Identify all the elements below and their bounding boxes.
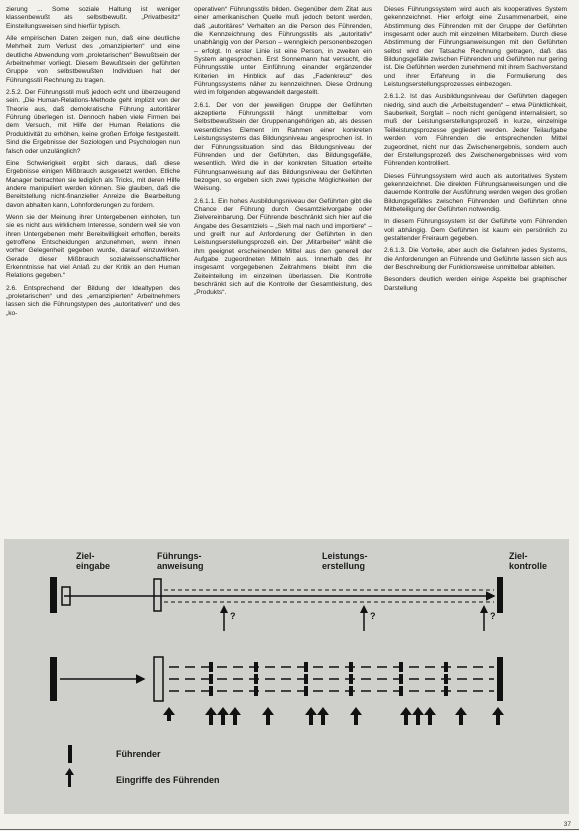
bottom-rule	[0, 829, 579, 830]
question-mark-2: ?	[370, 611, 376, 621]
text-column-2	[194, 6, 372, 302]
page-number: 37	[563, 821, 571, 828]
paragraph: In diesem Führungssystem ist der Geführte vom Führenden voll abhängig. Dem Geführten ist kaum ein persönlich zu gestaltender Freiraum gegeben.	[384, 218, 567, 242]
cooperative-flow	[50, 577, 503, 631]
paragraph: Dieses Führungssystem wird auch als autoritatives System gekennzeichnet. Die direkten Führungsanweisungen und die dauernde Kontrolle der Ausführung werden wegen des großen Bildungsgefälles zwischen Führenden und Geführten ohne Mitbeteiligung der Geführten notwendig.	[384, 172, 567, 213]
paragraph: Wenn sie der Meinung ihrer Untergebenen einholen, tun sie es nicht aus wirklichem Interesse, sondern weil sie von ihren Untergebenen mehr Bereitwilligkeit erhoffen, bereits getroffene Entscheidungen anzunehmen, wenn ihnen vorher Gelegenheit gegeben wurde, darauf einzuwirken. Gerade dieser Mißbrauch sozialwissenschaftlicher Erkenntnisse hat viel Anlaß zu der Kritik an den Human Relations gegeben.“	[6, 213, 180, 280]
paragraph: 2.6.1. Der von der jeweiligen Gruppe der Geführten akzeptierte Führungsstil hängt unmittelbar vom Selbstbewußtsein der Gruppenangehörigen ab, als dessen wesentliches Element im Rahmen einer konkreten Leistungssystems das Bildungsniveau angesprochen ist. In der Führungssituation sind das Bildungsniveau der Führenden und der Geführten, das Bildungsgefälle, wesentlich. Wird die in der konkreten Situation erteilte Führungsanweisung auf das Bildungsniveau der Geführten bezogen, so ergeben sich zwei typische Möglichkeiten der Weisung.	[194, 101, 372, 193]
legend	[65, 745, 74, 787]
paragraph: Alle empirischen Daten zeigen nun, daß eine deutliche Mehrheit zum Verlust des „omanzipierten“ und eine deutliche Abwendung vom „proletarischen“ Bewußtsein der Arbeitnehmer vorliegt. Diesem Bewußtsein der geführten Gruppe von selbstbewußten Individuen hat der Führungsstil Rechnung zu tragen.	[6, 35, 180, 84]
paragraph: Besonders deutlich werden einige Aspekte bei graphischer Darstellung	[384, 276, 567, 292]
paragraph: Eine Schwierigkeit ergibt sich daraus, daß diese Ergebnisse einigen Mißbrauch ausgesetzt werden. Etliche Manager betrachten sie lediglich als Tricks, mit deren Hilfe andere manipuliert werden können. Sie glauben, daß die Bereitstellung nicht-finanzieller Anreize die Bearbeitung davon abhalten kann, Lohnforderungen zu fordern.	[6, 159, 180, 209]
text-column-3	[384, 6, 567, 297]
legend-eingriffe: Eingriffe des Führenden	[116, 775, 220, 785]
question-mark-1: ?	[230, 611, 236, 621]
legend-fuehrender: Führender	[116, 749, 161, 759]
label-ziel-eingabe: Ziel- eingabe	[76, 551, 111, 571]
paragraph: 2.6.1.2. Ist das Ausbildungsniveau der Geführten dagegen niedrig, sind auch die „Arbeitstugenden“ – etwa Pünktlichkeit, Sauberkeit, Sorgfalt – noch nicht genügend internalisiert, so muß der Leistungserstellungsprozeß in kurze, einzelnige Teilleistungsprozesse gegliedert werden. Jeder Teilaufgabe werden vom Führenden die entsprechenden Mittel zugeordnet, nicht nur das Zwischenergebnis, sondern auch der Erstellungsprozeß des Zwischenergebnisses wird vom Führenden kontrolliert.	[384, 93, 567, 168]
authoritative-flow	[50, 657, 504, 725]
paragraph: 2.5.2. Der Führungsstil muß jedoch echt und überzeugend sein. „Die Human-Relations-Methode geht implizit von der Theorie aus, daß demokratische Führung autoritärer Führung überlegen ist. Dennoch haben viele Firmen bei dem Versuch, mit Hilfe der Human Relations die Produktivität zu erhöhen, keine großen Erfolge festgestellt. Sind die Ergebnisse der Soziologen und Psychologen nun falsch oder unzulänglich?	[6, 89, 180, 155]
diagram-graphics	[4, 539, 569, 814]
text-column-1	[6, 6, 180, 322]
label-leistungserstellung: Leistungs- erstellung	[322, 551, 368, 571]
label-zielkontrolle: Ziel- kontrolle	[509, 551, 548, 571]
paragraph: zierung ... Some soziale Haltung ist weniger klassenbewußt als selbstbewußt. „Privatbesitz“ Einstellungsweisen sind hierfür typisch.	[6, 6, 180, 30]
paragraph: 2.6.1.3. Die Vorteile, aber auch die Gefahren jedes Systems, die Anforderungen an Führende und Geführte lassen sich aus der Beschreibung der Funktionsweise unmittelbar ableiten.	[384, 247, 567, 271]
leadership-diagram	[4, 539, 569, 814]
paragraph: Dieses Führungssystem wird auch als kooperatives System gekennzeichnet. Hier erfolgt eine Zusammenarbeit, eine Abstimmung des Führenden mit der Gruppe der Geführten insgesamt oder auch mit einzelnen Mitarbeitern. Durch diese Abstimmung der Führungsanweisungen mit den Geführten selbst wird der Tatsache Rechnung getragen, daß das Bildungsgefälle zwischen Führenden und Geführten nur gering ist. Die Geführten werden zunehmend mit ihrem Sachverstand und ihrer Erfahrung in die Formulierung des Leistungserstellungsprozesses einbezogen.	[384, 6, 567, 89]
question-mark-3: ?	[490, 611, 496, 621]
label-fuehrungsanweisung: Führungs- anweisung	[157, 551, 204, 571]
paragraph: 2.6.1.1. Ein hohes Ausbildungsniveau der Geführten gibt die Chance der Führung durch Gesamtzielvorgabe oder Zielvereinbarung. Der Führende beschränkt sich hier auf die Angabe des Gesamtziels – „Sieh mal nach und importiere“ – und greift nur auf Anforderung der Geführten in den Leistungserstellungsprozeß ein. Der „Mitarbeiter“ wählt die ihm geeignet erscheinenden Mittel aus den generell der Aufgabe zugeordneten Mitteln aus. Innerhalb des ihr insgesamt vorgegebenen Zeitrahmens bleibt ihm die Zeiteinteilung im einzelnen überlassen. Die Kontrolle beschränkt sich auf die Kontrolle der Gesamtleistung, des „Produkts“.	[194, 197, 372, 297]
paragraph: 2.6. Entsprechend der Bildung der Idealtypen des „proletarischen“ und des „emanzipierten“ Arbeitnehmers lassen sich die Führungstypen des „autoritativen“ und des „ko-	[6, 284, 180, 317]
paragraph: operativen“ Führungsstils bilden. Gegenüber dem Zitat aus einer amerikanischen Quelle muß jedoch betont werden, daß „autoritäres“ Verhalten an die Person des Führenden, die Kennzeichnung des Führungsstils als „autoritativ“ unabhängig von der Person – wenngleich personenbezogen – erfolgt. In erster Linie ist eine Person, in zweiten ein System angesprochen. Erst Sonnemann hat versucht, die Führungsstile unter Einführung einander ergänzender Kriterien im Hinblick auf das „Fadenkreuz“ des Führungssystems näher zu kennzeichnen. Diese Ordnung wird im folgenden abgewandelt dargestellt.	[194, 6, 372, 97]
